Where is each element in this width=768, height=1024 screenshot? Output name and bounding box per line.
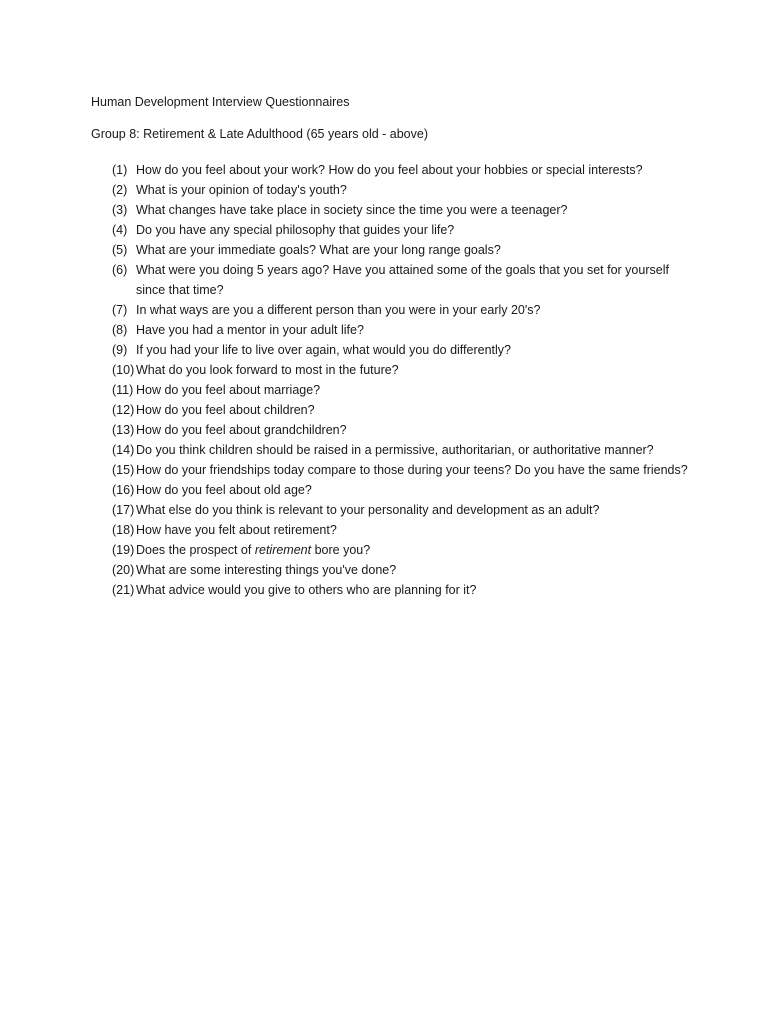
question-number: (10): [112, 363, 135, 377]
question-number: (11): [112, 383, 134, 397]
question-text: How do you feel about your work? How do you feel about your hobbies or special interests?: [136, 163, 643, 177]
question-text: In what ways are you a different person than you were in your early 20's?: [136, 303, 541, 317]
question-text: Do you think children should be raised in a permissive, authoritarian, or authoritative manner?: [136, 443, 654, 457]
question-number: (13): [112, 423, 135, 437]
question-text: If you had your life to live over again, what would you do differently?: [136, 343, 511, 357]
question-item-1: [112, 160, 692, 180]
question-item-16: [112, 480, 692, 500]
question-item-9: [112, 340, 692, 360]
question-text: What is your opinion of today's youth?: [136, 183, 347, 197]
question-text: What do you look forward to most in the future?: [136, 363, 399, 377]
question-number: (17): [112, 503, 135, 517]
question-text-before: Does the prospect of: [136, 543, 255, 557]
group-heading: Group 8: Retirement & Late Adulthood (65 years old - above): [91, 127, 428, 141]
question-number: (5): [112, 243, 128, 257]
question-text: How do you feel about marriage?: [136, 383, 321, 397]
question-item-3: [112, 200, 692, 220]
question-item-12: [112, 400, 692, 420]
question-text: How do you feel about children?: [136, 403, 315, 417]
question-item-2: [112, 180, 692, 200]
question-number: (21): [112, 583, 135, 597]
question-text: Have you had a mentor in your adult life?: [136, 323, 364, 337]
question-item-17: [112, 500, 692, 520]
question-number: (9): [112, 343, 128, 357]
question-number: (4): [112, 223, 128, 237]
question-item-15: [112, 460, 692, 480]
question-text: What advice would you give to others who are planning for it?: [136, 583, 477, 597]
question-text: What else do you think is relevant to your personality and development as an adult?: [136, 503, 600, 517]
question-number: (3): [112, 203, 128, 217]
question-number: (15): [112, 463, 135, 477]
question-item-13: [112, 420, 692, 440]
question-number: (20): [112, 563, 135, 577]
question-item-11: [112, 380, 692, 400]
question-text: What are your immediate goals? What are your long range goals?: [136, 243, 501, 257]
question-text-italic: retirement: [254, 543, 312, 557]
question-number: (1): [112, 163, 128, 177]
question-list: [112, 160, 692, 600]
question-item-4: [112, 220, 692, 240]
question-item-20: [112, 560, 692, 580]
question-item-6: [112, 260, 692, 300]
question-number: (2): [112, 183, 128, 197]
question-item-7: [112, 300, 692, 320]
question-item-10: [112, 360, 692, 380]
question-item-14: [112, 440, 692, 460]
question-number: (16): [112, 483, 135, 497]
question-number: (6): [112, 263, 128, 277]
question-item-5: [112, 240, 692, 260]
document-title: Human Development Interview Questionnaires: [91, 95, 350, 109]
question-number: (8): [112, 323, 128, 337]
question-text: What are some interesting things you've done?: [136, 563, 397, 577]
question-text: How do your friendships today compare to those during your teens? Do you have the same friends?: [136, 463, 688, 477]
question-item-18: [112, 520, 692, 540]
question-text: What were you doing 5 years ago? Have you attained some of the goals that you set for yourself since that time?: [136, 263, 669, 297]
question-number: (14): [112, 443, 135, 457]
question-number: (19): [112, 543, 135, 557]
question-number: (18): [112, 523, 135, 537]
question-text: How do you feel about grandchildren?: [136, 423, 347, 437]
question-text-after: bore you?: [311, 543, 371, 557]
question-item-21: [112, 580, 692, 600]
question-number: (12): [112, 403, 135, 417]
question-text: How have you felt about retirement?: [136, 523, 337, 537]
question-text: What changes have take place in society since the time you were a teenager?: [136, 203, 568, 217]
question-item-19: [112, 540, 692, 560]
question-number: (7): [112, 303, 128, 317]
question-text: Do you have any special philosophy that guides your life?: [136, 223, 455, 237]
question-text: [136, 540, 692, 560]
question-text: How do you feel about old age?: [136, 483, 312, 497]
question-item-8: [112, 320, 692, 340]
